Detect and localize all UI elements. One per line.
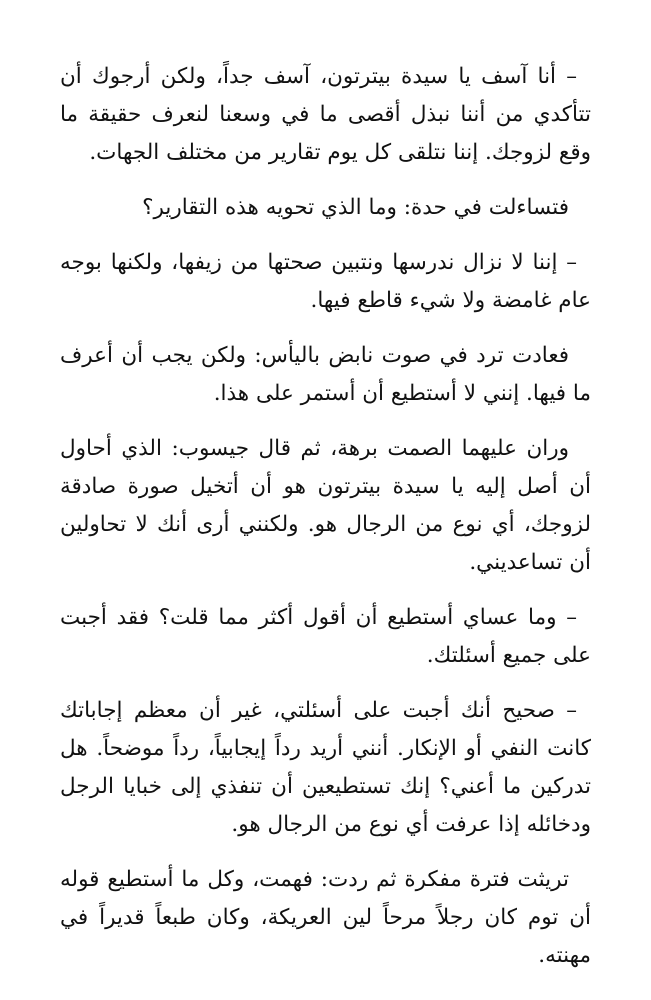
paragraph-2: فتساءلت في حدة: وما الذي تحويه هذه التقارير؟ [142,195,569,220]
book-page [60,58,591,992]
paragraph-5: وران عليهما الصمت برهة، ثم قال جيسوب: الذي أحاول أن أصل إليه يا سيدة بيترتون هو أن أتخيل صورة صادقة لزوجك، أي نوع من الرجال هو. ولكنني أرى أنك لا تحاولين أن تساعديني. [60,436,591,575]
paragraph-7: – صحيح أنك أجبت على أسئلتي، غير أن معظم إجاباتك كانت النفي أو الإنكار. أنني أريد رداً إيجابياً، رداً موضحاً. هل تدركين ما أعني؟ إنك تستطيعين أن تنفذي إلى خبايا الرجل ودخائله إذا عرفت أي نوع من الرجال هو. [60,698,591,837]
paragraph-1: – أنا آسف يا سيدة بيترتون، آسف جداً، ولكن أرجوك أن تتأكدي من أننا نبذل أقصى ما في وسعنا لنعرف حقيقة ما وقع لزوجك. إننا نتلقى كل يوم تقارير من مختلف الجهات. [60,64,591,165]
paragraph-6: – وما عساي أستطيع أن أقول أكثر مما قلت؟ فقد أجبت على جميع أسئلتك. [60,605,591,668]
paragraph-3: – إننا لا نزال ندرسها ونتبين صحتها من زيفها، ولكنها بوجه عام غامضة ولا شيء قاطع فيها. [60,250,591,313]
paragraph-4: فعادت ترد في صوت نابض باليأس: ولكن يجب أن أعرف ما فيها. إنني لا أستطيع أن أستمر على هذا. [60,343,591,406]
paragraph-8: تريثت فترة مفكرة ثم ردت: فهمت، وكل ما أستطيع قوله أن توم كان رجلاً مرحاً لين العريكة، وكان طبعاً قديراً في مهنته. [60,867,591,968]
